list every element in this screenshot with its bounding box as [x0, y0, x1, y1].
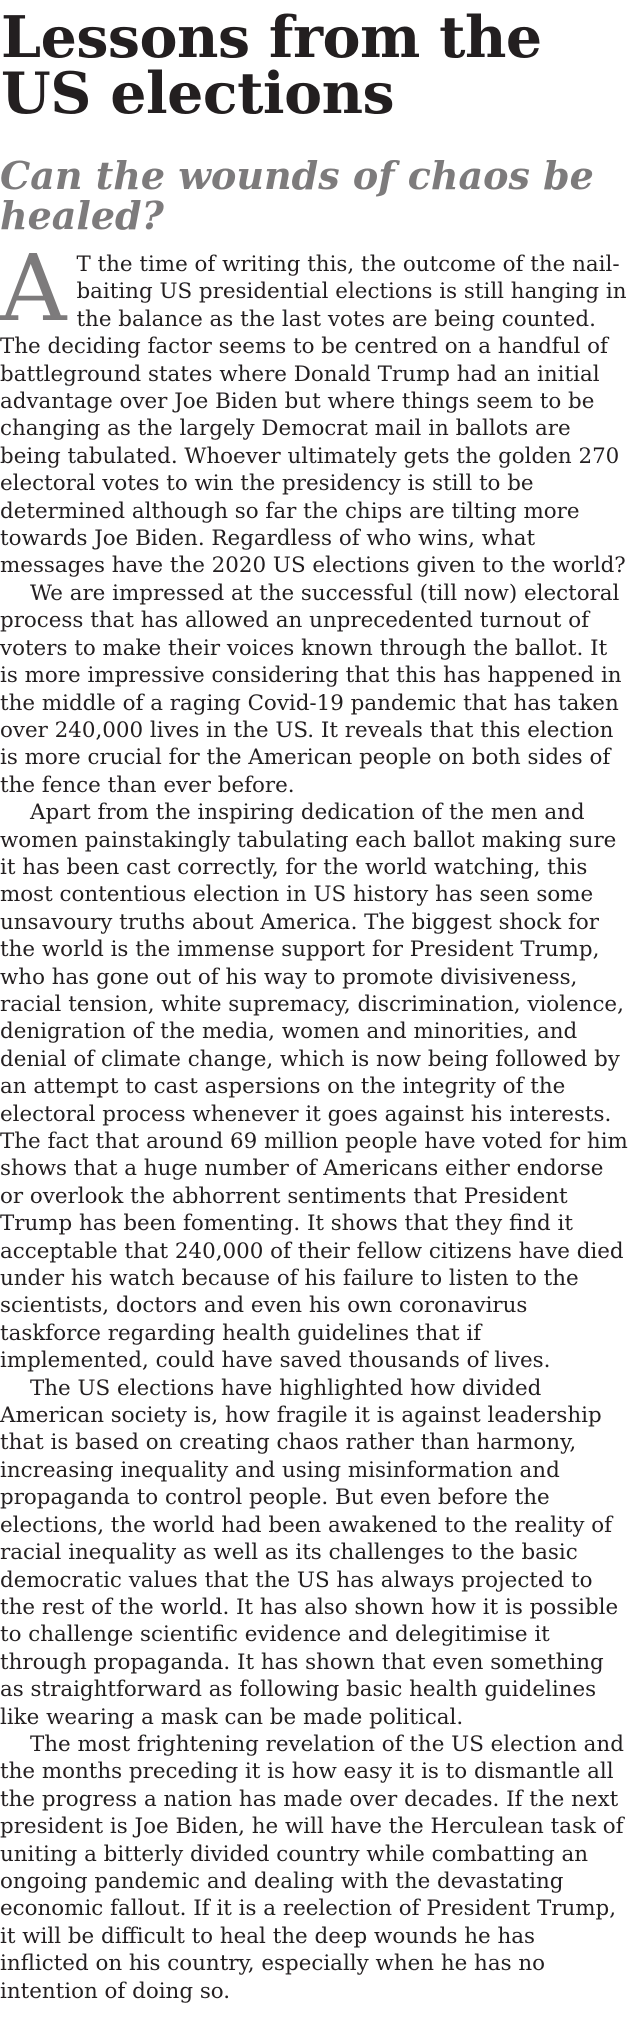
article-paragraph-5: The most frightening revelation of the US election and the months preceding it is how easy it is to dismantle all the progress a nation has made over decades. If the next president is Joe Biden, he will have the Herculean task of uniting a bitterly divided country while combatting an ongoing pandemic and dealing with the devastating economic fallout. If it is a reelection of President Trump, it will be difficult to heal the deep wounds he has inflicted on his country, especially when he has no intention of doing so. [0, 1731, 624, 2004]
article-paragraph-3: Apart from the inspiring dedication of the men and women painstakingly tabulating each ballot making sure it has been cast correctly, for the world watching, this most contentious election in US history has seen some unsavoury truths about America. The biggest shock for the world is the immense support for President Trump, who has gone out of his way to promote divisiveness, racial tension, white supremacy, discrimination, violence, denigration of the media, women and minorities, and denial of climate change, which is now being followed by an attempt to cast aspersions on the integrity of the electoral process whenever it goes against his interests. The fact that around 69 million people have voted for him shows that a huge number of Americans either endorse or overlook the abhorrent sentiments that President Trump has been fomenting. It shows that they find it acceptable that 240,000 of their fellow citizens have died under his watch because of his failure to listen to the scientists, doctors and even his own coronavirus taskforce regarding health guidelines that if implemented, could have saved thousands of lives. [0, 800, 628, 1374]
article-paragraph-2: We are impressed at the successful (till now) electoral process that has allowed an unprecedented turnout of voters to make their voices known through the ballot. It is more impressive considering that this has happened in the middle of a raging Covid-19 pandemic that has taken over 240,000 lives in the US. It reveals that this election is more crucial for the American people on both sides of the fence than ever before. [0, 580, 622, 798]
article-paragraph-1 [0, 235, 629, 580]
article-paragraph-4: The US elections have highlighted how divided American society is, how fragile it is against leadership that is based on creating chaos rather than harmony, increasing inequality and using misinformation and propaganda to control people. But even before the elections, the world had been awakened to the reality of racial inequality as well as its challenges to the basic democratic values that the US has always projected to the rest of the world. It has also shown how it is possible to challenge scientific evidence and delegitimise it through propaganda. It has shown that even something as straightforward as following basic health guidelines like wearing a mask can be made political. [0, 1375, 619, 1730]
drop-cap: A [0, 235, 67, 342]
article-subheadline: Can the wounds of chaos be healed? [0, 153, 594, 238]
article-body [0, 235, 629, 2005]
paragraph-1-text: T the time of writing this, the outcome of the nail-baiting US presidential elections is still hanging in the balance as the last votes are being counted. The deciding factor seems to be centred on a handful of battleground states where Donald Trump had an initial advantage over Joe Biden but where things seem to be changing as the largely Democrat mail in ballots are being tabulated. Whoever ultimately gets the golden 270 electoral votes to win the presidency is still to be determined although so far the chips are tilting more towards Joe Biden. Regardless of who wins, what messages have the 2020 US elections given to the world? [0, 252, 627, 579]
article-headline: Lessons from the US elections [1, 4, 542, 127]
